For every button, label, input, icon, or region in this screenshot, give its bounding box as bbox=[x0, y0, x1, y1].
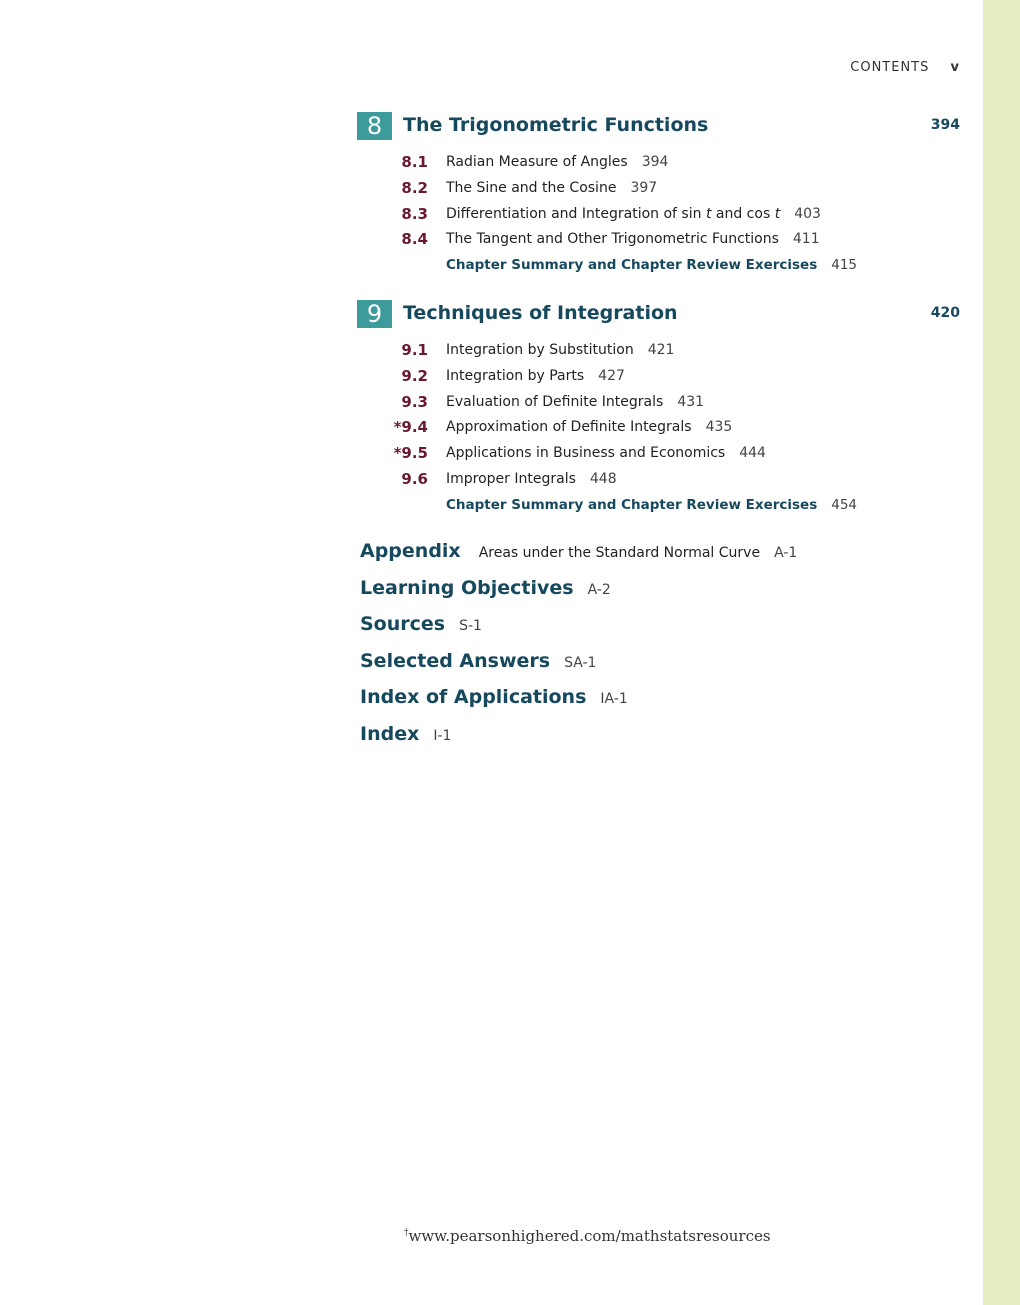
section-entry[interactable] bbox=[357, 469, 960, 495]
section-title: Applications in Business and Economics bbox=[446, 445, 726, 462]
footnote-url[interactable]: www.pearsonhighered.com/mathstatsresources bbox=[408, 1227, 771, 1245]
section-list bbox=[357, 152, 960, 281]
footnote-mark: † bbox=[404, 1228, 409, 1238]
section-entry[interactable] bbox=[357, 417, 960, 443]
section-page: 411 bbox=[792, 231, 820, 248]
chapter-number-badge: 9 bbox=[357, 300, 392, 328]
section-number: 9.6 bbox=[401, 469, 428, 488]
back-matter-title: Appendix bbox=[360, 540, 461, 562]
section-title: Integration by Substitution bbox=[446, 342, 634, 358]
back-matter-learning-objectives[interactable] bbox=[360, 577, 797, 614]
back-matter-list bbox=[360, 540, 797, 760]
section-number: 9.1 bbox=[401, 341, 428, 359]
section-number: *9.5 bbox=[393, 444, 428, 463]
page-edge-band bbox=[983, 0, 1020, 1305]
chapter-heading[interactable] bbox=[357, 112, 960, 140]
section-number: *9.4 bbox=[393, 418, 428, 437]
section-page: 394 bbox=[641, 154, 669, 170]
running-head bbox=[850, 60, 960, 75]
section-entry[interactable] bbox=[357, 204, 960, 230]
back-matter-title: Sources bbox=[360, 613, 446, 636]
back-matter-appendix[interactable] bbox=[360, 540, 797, 577]
chapter-title: The Trigonometric Functions bbox=[403, 114, 709, 136]
section-title: Radian Measure of Angles bbox=[446, 154, 628, 170]
summary-page: 454 bbox=[831, 496, 858, 513]
back-matter-selected-answers[interactable] bbox=[360, 650, 797, 687]
chapter-9 bbox=[357, 300, 960, 521]
footnote bbox=[404, 1227, 771, 1245]
chapter-summary-entry[interactable] bbox=[357, 255, 960, 281]
chapter-8 bbox=[357, 112, 960, 281]
back-matter-index[interactable] bbox=[360, 723, 797, 760]
section-page: 403 bbox=[794, 205, 821, 222]
section-page: 444 bbox=[739, 445, 766, 462]
back-matter-page: S-1 bbox=[459, 618, 482, 635]
chapter-number-badge: 8 bbox=[357, 112, 392, 140]
chapter-page: 420 bbox=[930, 305, 960, 321]
chapter-heading[interactable] bbox=[357, 300, 960, 328]
back-matter-page: A-1 bbox=[774, 545, 798, 561]
chapter-page: 394 bbox=[930, 117, 960, 133]
section-entry[interactable] bbox=[357, 392, 960, 418]
summary-title: Chapter Summary and Chapter Review Exercises bbox=[446, 496, 818, 513]
back-matter-title: Index of Applications bbox=[360, 686, 587, 709]
chapter-title: Techniques of Integration bbox=[403, 302, 678, 324]
back-matter-title: Selected Answers bbox=[360, 649, 551, 672]
section-entry[interactable] bbox=[357, 152, 960, 178]
section-title: Evaluation of Definite Integrals bbox=[446, 393, 664, 410]
section-entry[interactable] bbox=[357, 229, 960, 255]
section-page: 448 bbox=[589, 470, 617, 487]
section-number: 8.2 bbox=[401, 178, 428, 197]
section-page: 435 bbox=[705, 419, 733, 436]
section-page: 421 bbox=[647, 342, 675, 358]
running-head-label: CONTENTS bbox=[850, 60, 930, 75]
section-title: Approximation of Definite Integrals bbox=[446, 419, 692, 436]
section-entry[interactable] bbox=[357, 366, 960, 392]
back-matter-page: SA-1 bbox=[564, 654, 597, 671]
section-number: 9.3 bbox=[401, 392, 428, 411]
section-entry[interactable] bbox=[357, 443, 960, 469]
section-title: The Sine and the Cosine bbox=[446, 179, 617, 196]
section-entry[interactable] bbox=[357, 340, 960, 366]
section-number: 8.3 bbox=[401, 204, 428, 223]
back-matter-description: Areas under the Standard Normal Curve bbox=[478, 545, 761, 561]
summary-title: Chapter Summary and Chapter Review Exercises bbox=[446, 257, 818, 274]
section-title: Differentiation and Integration of sin t and cos t 403 bbox=[446, 205, 821, 222]
back-matter-page: A-2 bbox=[587, 581, 611, 598]
section-number: 9.2 bbox=[401, 366, 428, 385]
back-matter-index-of-applications[interactable] bbox=[360, 686, 797, 723]
back-matter-title: Learning Objectives bbox=[360, 576, 574, 599]
section-entry[interactable] bbox=[357, 178, 960, 204]
back-matter-page: I-1 bbox=[433, 727, 452, 744]
back-matter-title: Index bbox=[360, 722, 420, 745]
back-matter-sources[interactable] bbox=[360, 613, 797, 650]
section-title: Integration by Parts bbox=[446, 367, 585, 384]
section-number: 8.4 bbox=[401, 230, 428, 249]
section-page: 431 bbox=[677, 393, 705, 410]
chapter-summary-entry[interactable] bbox=[357, 495, 960, 521]
summary-page: 415 bbox=[831, 257, 858, 274]
section-number: 8.1 bbox=[401, 153, 428, 171]
back-matter-page: IA-1 bbox=[600, 691, 628, 708]
section-title: Improper Integrals bbox=[446, 470, 576, 487]
section-list bbox=[357, 340, 960, 521]
section-page: 397 bbox=[630, 179, 658, 196]
running-head-page-number: v bbox=[950, 60, 960, 75]
section-page: 427 bbox=[598, 367, 625, 384]
section-title: The Tangent and Other Trigonometric Functions bbox=[446, 231, 779, 248]
